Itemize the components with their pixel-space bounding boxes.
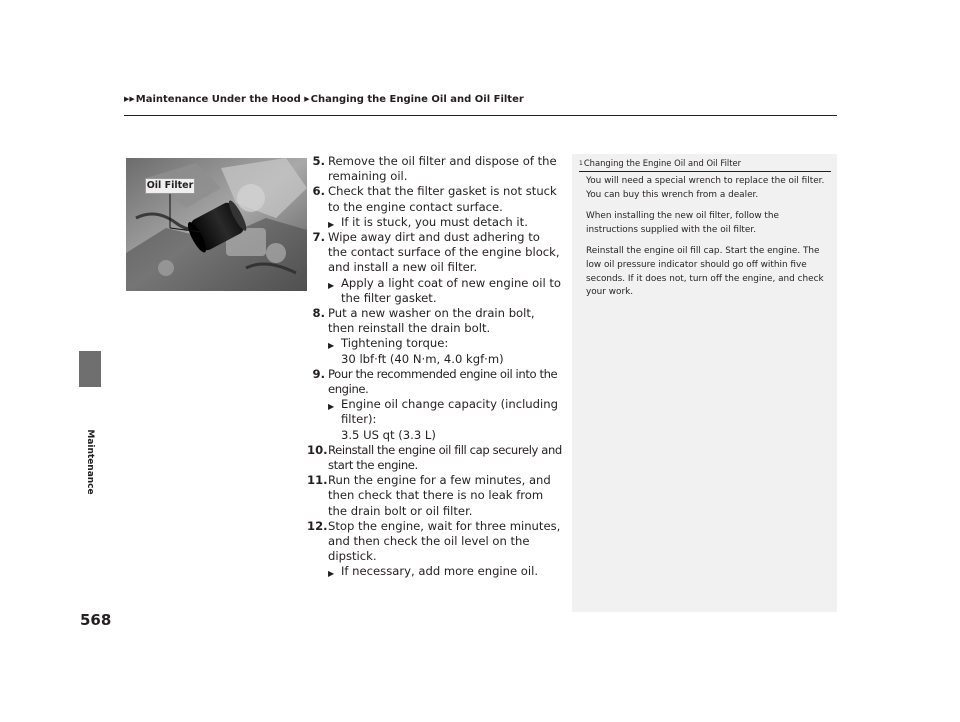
step-number: 8. — [312, 306, 325, 321]
note-paragraph: You will need a special wrench to replace the oil filter. You can buy this wrench from a dealer. — [586, 176, 825, 200]
page-number: 568 — [80, 611, 112, 629]
note-title-text: Changing the Engine Oil and Oil Filter — [583, 158, 742, 168]
note-panel — [572, 154, 837, 612]
arrow-icon: ▶ — [328, 402, 335, 412]
arrow-icon: ▶▶ — [124, 95, 135, 103]
step-substep: ▶ Apply a light coat of new engine oil to the filter gasket. — [328, 275, 561, 305]
step-item — [307, 184, 562, 230]
section-tab[interactable] — [79, 351, 101, 387]
step-item — [307, 519, 562, 580]
step-number: 12. — [307, 518, 328, 533]
step-number: 7. — [312, 230, 325, 245]
step-item — [307, 154, 562, 184]
arrow-icon: ▶ — [328, 569, 335, 579]
procedure-steps — [307, 154, 562, 580]
step-substep: ▶ Tightening torque: 30 lbf·ft (40 N·m, 4.0 kgf·m) — [328, 336, 504, 366]
step-text: Pour the recommended engine oil into the engine. — [328, 366, 558, 397]
step-item — [307, 230, 562, 306]
step-text: Put a new washer on the drain bolt, then reinstall the drain bolt. — [328, 306, 535, 336]
step-text: Check that the filter gasket is not stuck to the engine contact surface. — [328, 184, 557, 214]
step-number: 11. — [307, 473, 328, 488]
header-rule — [124, 115, 837, 116]
step-text: Stop the engine, wait for three minutes, and then check the oil level on the dipstick. — [328, 518, 561, 564]
breadcrumb-level-1[interactable]: Maintenance Under the Hood — [135, 94, 301, 105]
arrow-icon: ▶ — [328, 219, 335, 229]
arrow-icon: ▶ — [328, 341, 335, 351]
step-text: Remove the oil filter and dispose of the remaining oil. — [328, 154, 557, 184]
step-number: 9. — [312, 366, 325, 381]
step-number: 10. — [307, 442, 328, 457]
note-paragraph: When installing the new oil filter, follow the instructions supplied with the oil filter. — [586, 211, 779, 235]
breadcrumb — [124, 94, 524, 105]
step-substep: ▶ Engine oil change capacity (including filter): 3.5 US qt (3.3 L) — [328, 397, 558, 442]
note-body — [586, 175, 830, 308]
breadcrumb-level-2[interactable]: Changing the Engine Oil and Oil Filter — [310, 94, 524, 105]
step-item — [307, 306, 562, 367]
step-item — [307, 367, 562, 443]
arrow-icon: ▶ — [328, 280, 335, 290]
step-item — [307, 473, 562, 519]
section-tab-label: Maintenance — [85, 429, 95, 495]
step-substep: ▶ If it is stuck, you must detach it. — [328, 215, 562, 230]
step-text: Run the engine for a few minutes, and then check that there is no leak from the drain bolt or oil filter. — [328, 473, 551, 518]
step-number: 6. — [312, 184, 325, 199]
oil-filter-callout: Oil Filter — [145, 178, 195, 194]
note-paragraph: Reinstall the engine oil fill cap. Start the engine. The low oil pressure indicator should go off within five seconds. If it does not, turn off the engine, and check your work. — [586, 246, 824, 298]
note-title[interactable] — [579, 158, 831, 172]
step-number: 5. — [312, 154, 325, 168]
arrow-icon: ▶ — [304, 95, 310, 103]
step-text: Reinstall the engine oil fill cap securely and start the engine. — [328, 442, 562, 473]
step-item — [307, 443, 562, 473]
step-text: Wipe away dirt and dust adhering to the contact surface of the engine block, and install a new oil filter. — [328, 230, 560, 275]
reference-icon: 1 — [579, 160, 583, 167]
step-substep: ▶ If necessary, add more engine oil. — [328, 564, 562, 579]
